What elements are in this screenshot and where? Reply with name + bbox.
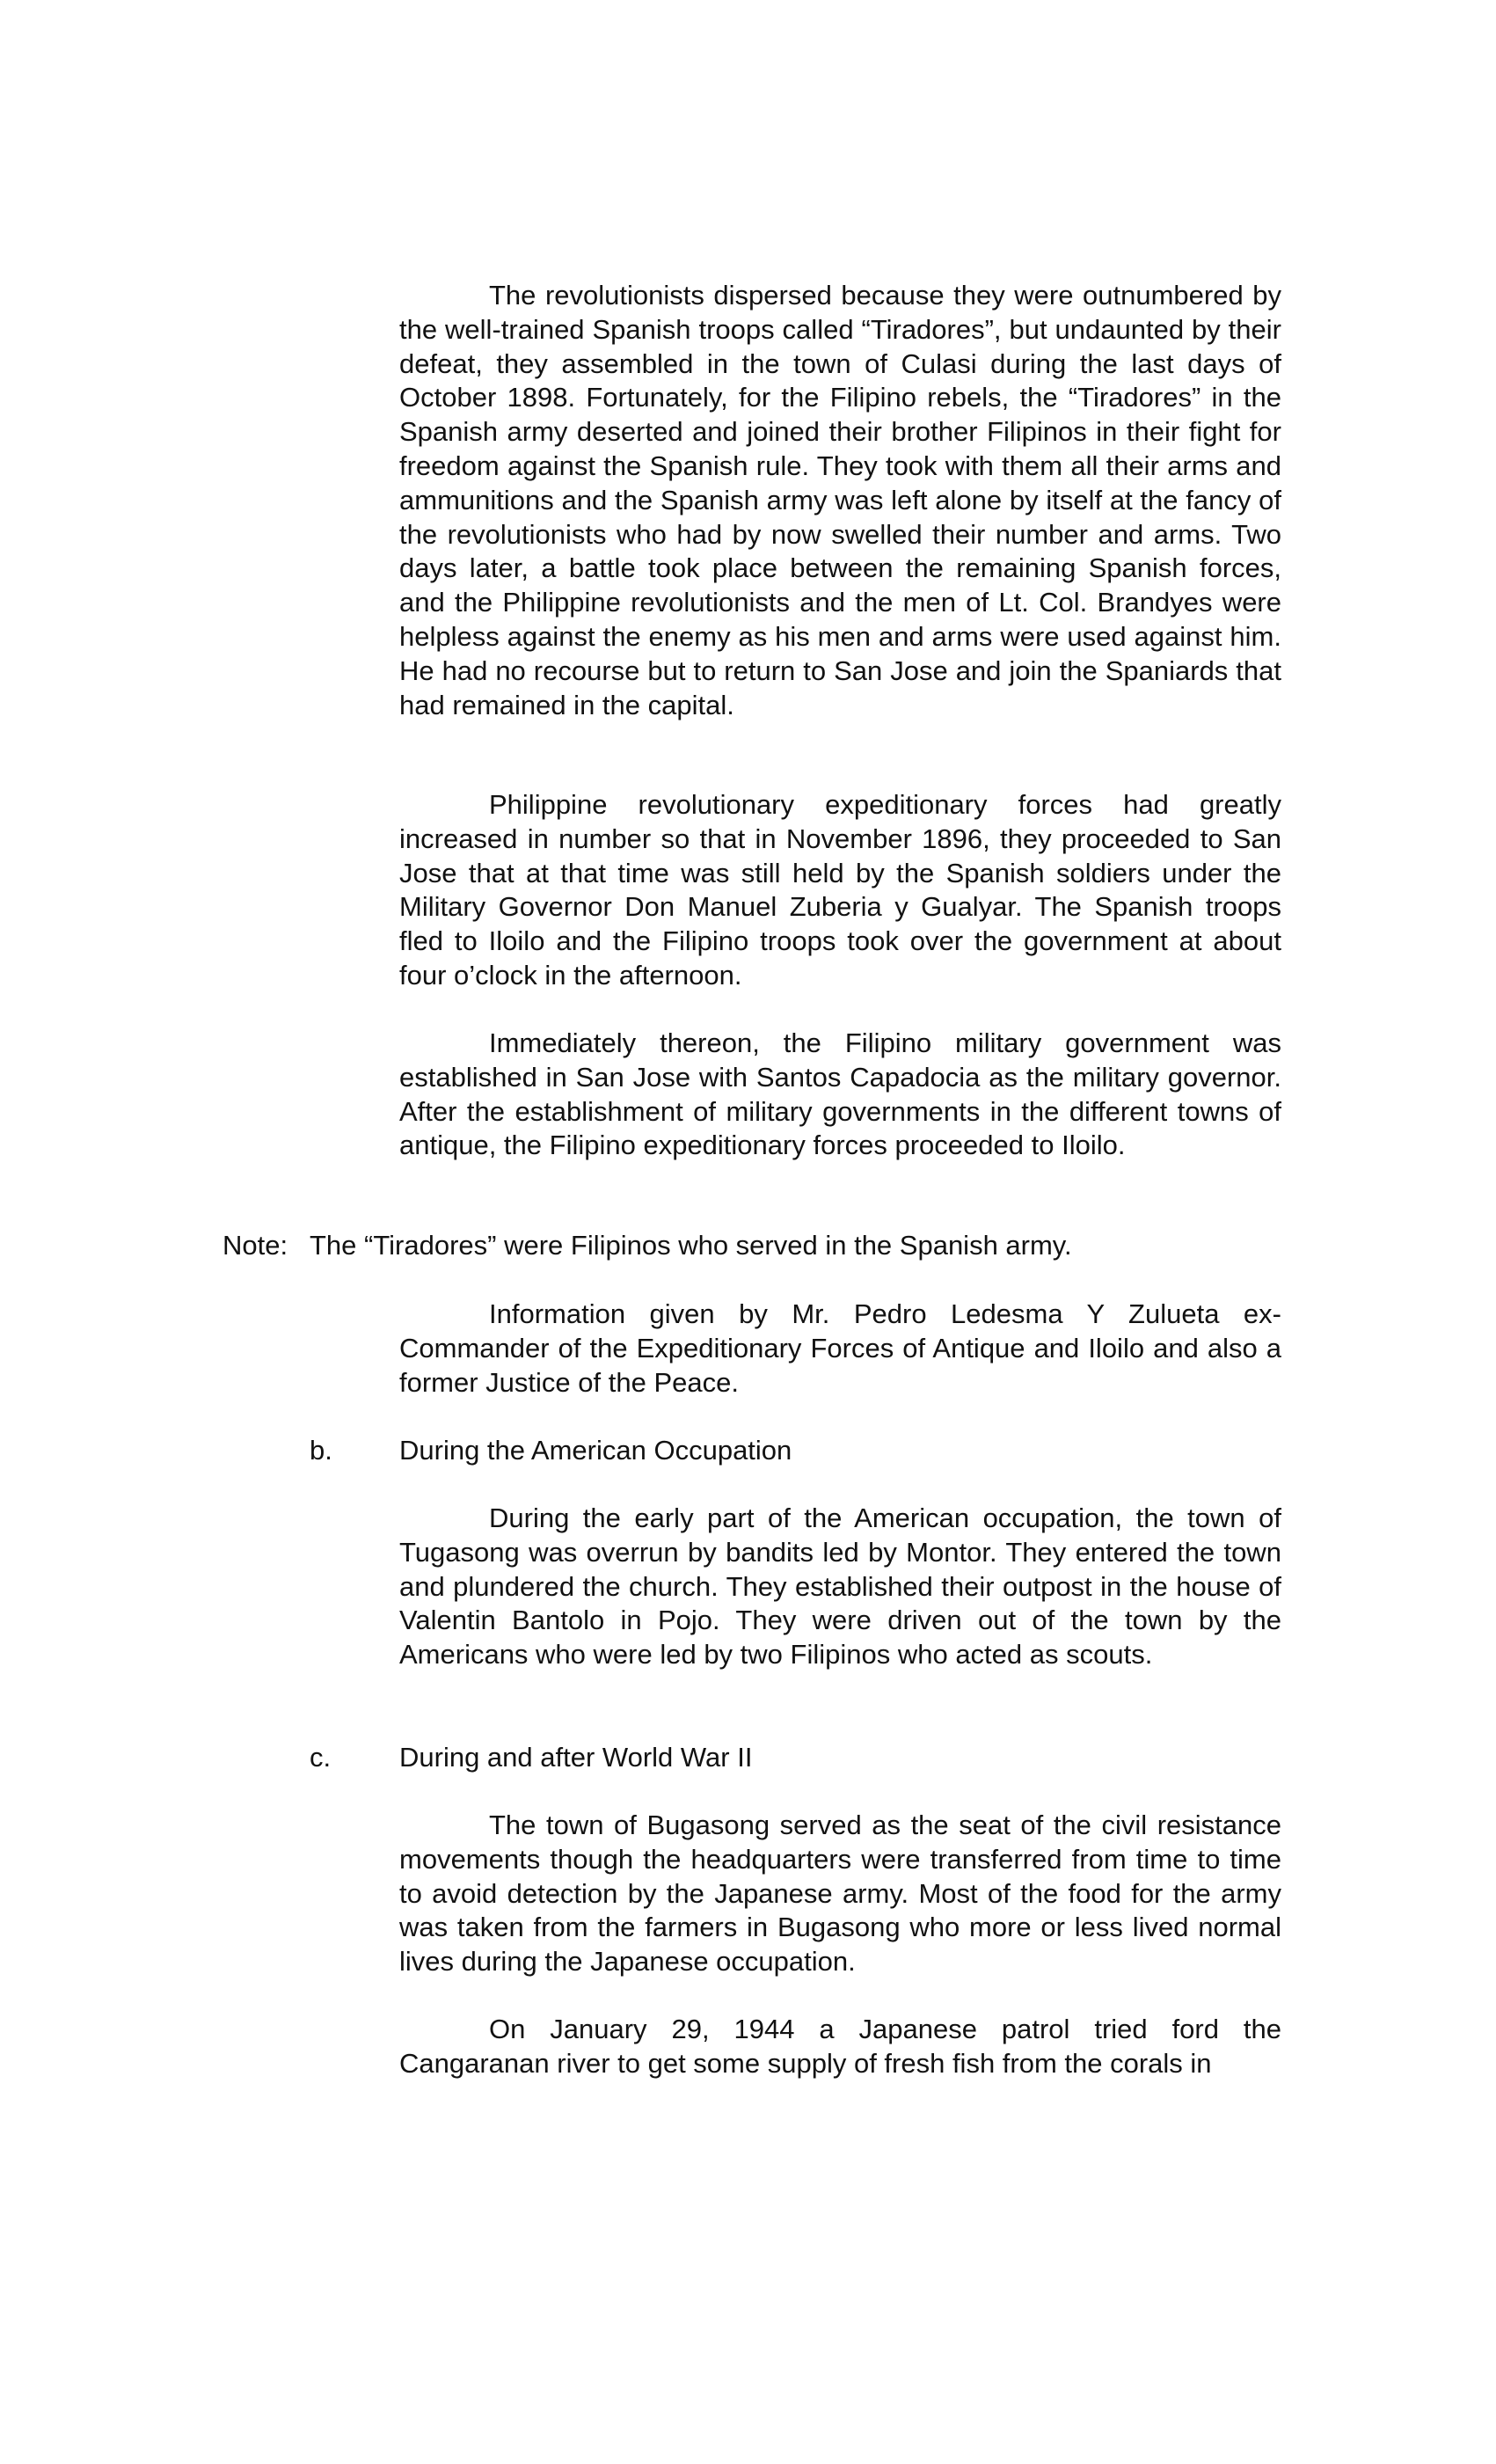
paragraph-text: Philippine revolutionary expeditionary forces had greatly increased in number so that in November 1896, they proceeded to San Jose that at that time was still held by the Spanish soldiers under the Military Governor Don Manuel Zuberia y Gualyar. The Spanish troops fled to Iloilo and the Filipino troops took over the government at about four o’clock in the afternoon. (399, 789, 1281, 991)
paragraph-text: Immediately thereon, the Filipino military government was established in San Jose with Santos Capadocia as the military governor. After the establishment of military governments in the different towns of antique, the Filipino expeditionary forces proceeded to Iloilo. (399, 1027, 1281, 1161)
paragraph-expeditionary-forces (399, 788, 1281, 993)
paragraph-text: On January 29, 1944 a Japanese patrol tried ford the Cangaranan river to get some supply of fresh fish from the corals in (399, 2014, 1281, 2079)
paragraph-civil-resistance (399, 1809, 1281, 1979)
paragraph-japanese-patrol (399, 2013, 1281, 2081)
paragraph-text: During the early part of the American occupation, the town of Tugasong was overrun by bandits led by Montor. They entered the town and plundered the church. They established their outpost in the house of Valentin Bantolo in Pojo. They were driven out of the town by the Americans who were led by two Filipinos who acted as scouts. (399, 1503, 1281, 1671)
note-text: The “Tiradores” were Filipinos who served in the Spanish army. (310, 1230, 1072, 1261)
heading-marker: c. (310, 1742, 332, 1773)
note (223, 1229, 1072, 1263)
note-label: Note: (223, 1230, 288, 1261)
paragraph-text: The town of Bugasong served as the seat of the civil resistance movements though the headquarters were transferred from time to time to avoid detection by the Japanese army. Most of the food for the army was taken from the farmers in Bugasong who more or less lived normal lives during the Japanese occupation. (399, 1810, 1281, 1978)
heading-title: During and after World War II (399, 1742, 753, 1773)
section-heading-b (310, 1434, 792, 1468)
paragraph-american-occupation (399, 1502, 1281, 1672)
paragraph-revolutionists-dispersed (399, 279, 1281, 722)
paragraph-information-source (399, 1298, 1281, 1400)
paragraph-text: Information given by Mr. Pedro Ledesma Y Zulueta ex-Commander of the Expeditionary Forces of Antique and Iloilo and also a former Justice of the Peace. (399, 1298, 1281, 1398)
heading-marker: b. (310, 1435, 332, 1466)
paragraph-text: The revolutionists dispersed because they were outnumbered by the well-trained Spanish troops called “Tiradores”, but undaunted by their defeat, they assembled in the town of Culasi during the last days of October 1898. Fortunately, for the Filipino rebels, the “Tiradores” in the Spanish army deserted and joined their brother Filipinos in their fight for freedom against the Spanish rule. They took with them all their arms and ammunitions and the Spanish army was left alone by itself at the fancy of the revolutionists who had by now swelled their number and arms. Two days later, a battle took place between the remaining Spanish forces, and the Philippine revolutionists and the men of Lt. Col. Brandyes were helpless against the enemy as his men and arms were used against him. He had no recourse but to return to San Jose and join the Spaniards that had remained in the capital. (399, 280, 1281, 720)
heading-title: During the American Occupation (399, 1435, 792, 1466)
section-heading-c (310, 1741, 752, 1775)
paragraph-military-government (399, 1027, 1281, 1163)
